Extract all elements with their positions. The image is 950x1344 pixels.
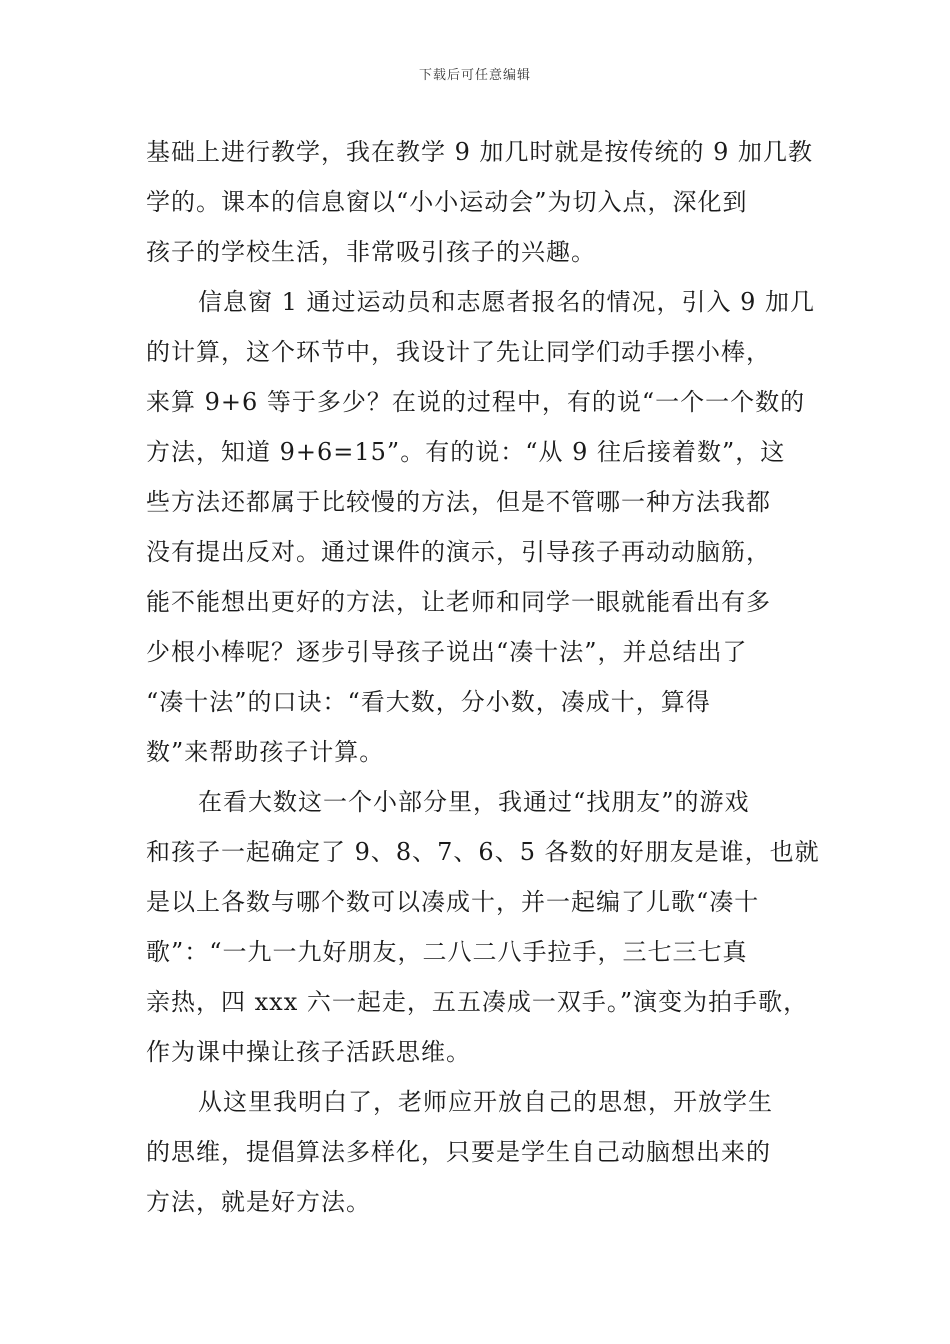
text-line: 和孩子一起确定了 9、8、7、6、5 各数的好朋友是谁，也就 — [146, 838, 820, 866]
text-line: 在看大数这一个小部分里，我通过“找朋友”的游戏 — [198, 788, 750, 816]
document-body — [146, 127, 820, 1227]
text-line: 的计算，这个环节中，我设计了先让同学们动手摆小棒， — [146, 338, 771, 366]
paragraph-1 — [146, 127, 816, 277]
text-line: 少根小棒呢？逐步引导孩子说出“凑十法”，并总结出了 — [146, 638, 748, 666]
text-line: 方法，就是好方法。 — [146, 1188, 371, 1216]
text-line: 来算 9+6 等于多少？在说的过程中，有的说“一个一个数的 — [146, 388, 806, 416]
text-line: 方法，知道 9+6=15”。有的说：“从 9 往后接着数”，这 — [146, 438, 786, 466]
text-line: 是以上各数与哪个数可以凑成十，并一起编了儿歌“凑十 — [146, 888, 760, 916]
text-line: 能不能想出更好的方法，让老师和同学一眼就能看出有多 — [146, 588, 771, 616]
paragraph-3 — [146, 777, 820, 1077]
text-line: 些方法还都属于比较慢的方法，但是不管哪一种方法我都 — [146, 488, 771, 516]
text-line: “凑十法”的口诀：“看大数，分小数，凑成十，算得 — [146, 688, 711, 716]
text-line: 从这里我明白了，老师应开放自己的思想，开放学生 — [198, 1088, 773, 1116]
text-line: 学的。课本的信息窗以“小小运动会”为切入点，深化到 — [146, 188, 748, 216]
text-line: 歌”：“一九一九好朋友，二八二八手拉手，三七三七真 — [146, 938, 748, 966]
text-line: 作为课中操让孩子活跃思维。 — [146, 1038, 471, 1066]
paragraph-2 — [146, 277, 816, 777]
text-line: 亲热，四 xxx 六一起走，五五凑成一双手。”演变为拍手歌， — [146, 988, 809, 1016]
text-line: 孩子的学校生活，非常吸引孩子的兴趣。 — [146, 238, 596, 266]
text-line: 信息窗 1 通过运动员和志愿者报名的情况，引入 9 加几 — [198, 288, 816, 316]
text-line: 没有提出反对。通过课件的演示，引导孩子再动动脑筋， — [146, 538, 771, 566]
text-line: 的思维，提倡算法多样化，只要是学生自己动脑想出来的 — [146, 1138, 771, 1166]
text-line: 基础上进行教学，我在教学 9 加几时就是按传统的 9 加几教 — [146, 138, 814, 166]
paragraph-4 — [146, 1077, 816, 1227]
page-header: 下载后可任意编辑 — [418, 68, 531, 83]
text-line: 数”来帮助孩子计算。 — [146, 738, 385, 766]
